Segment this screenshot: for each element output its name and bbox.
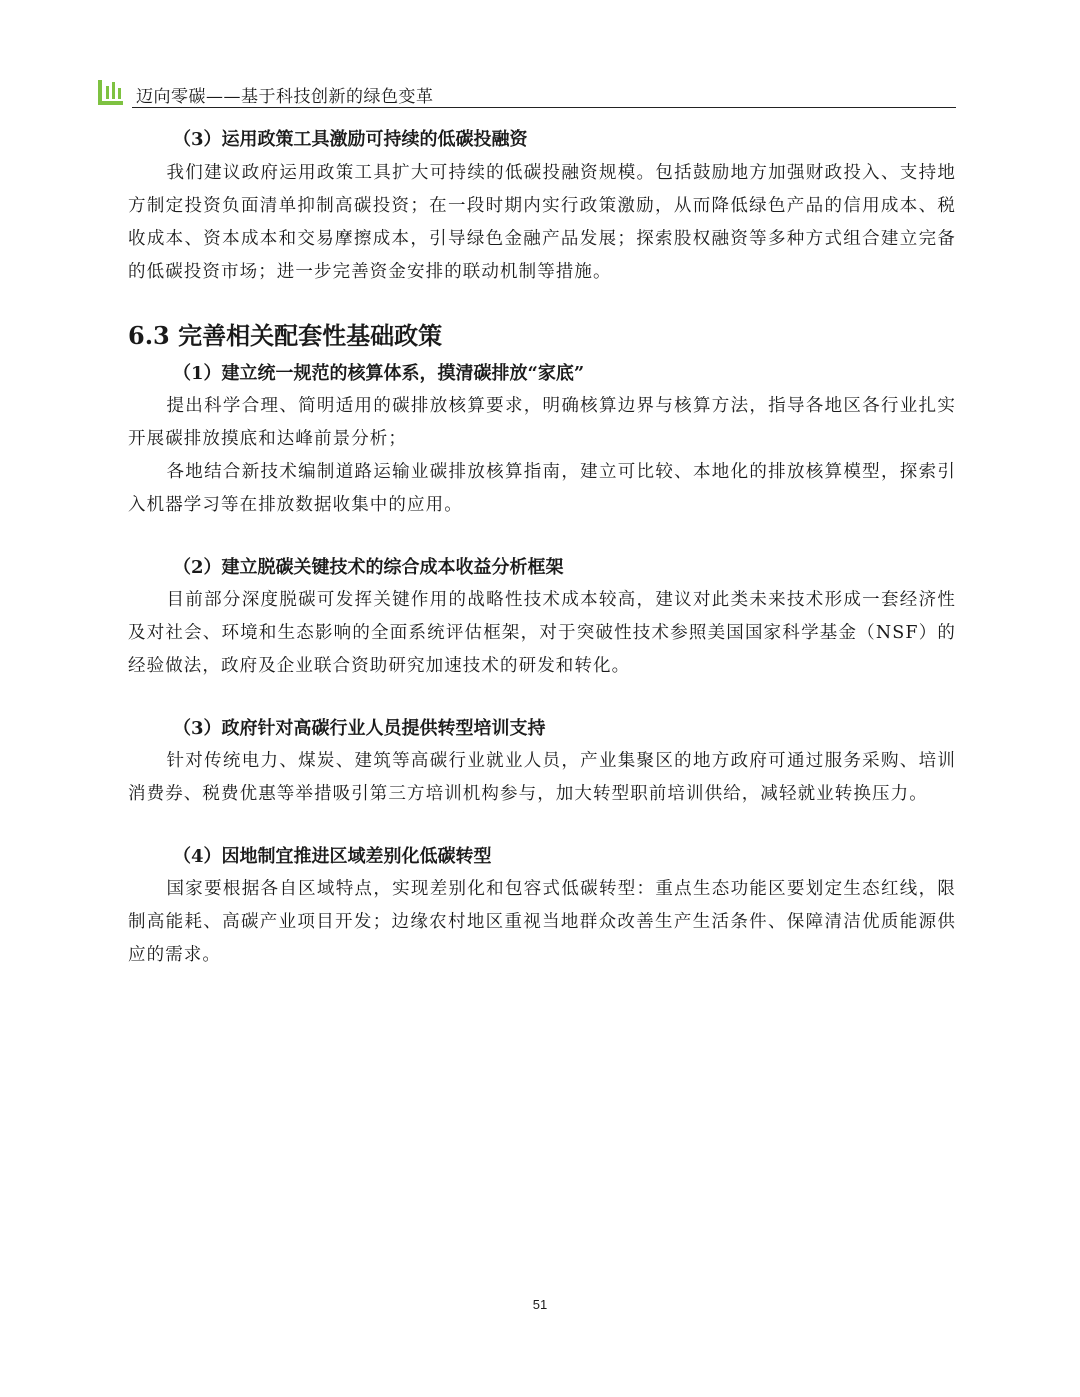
subheading: （1）建立统一规范的核算体系，摸清碳排放“家底” [173,363,585,384]
paragraph: 提出科学合理、简明适用的碳排放核算要求，明确核算边界与核算方法，指导各地区各行业扎实开展碳排放摸底和达峰前景分析； [128,396,956,449]
paragraph: 目前部分深度脱碳可发挥关键作用的战略性技术成本较高，建议对此类未来技术形成一套经济性及对社会、环境和生态影响的全面系统评估框架，对于突破性技术参照美国国家科学基金（NSF）的经验做法，政府及企业联合资助研究加速技术的研发和转化。 [128,590,956,676]
paragraph: 国家要根据各自区域特点，实现差别化和包容式低碳转型：重点生态功能区要划定生态红线，限制高能耗、高碳产业项目开发；边缘农村地区重视当地群众改善生产生活条件、保障清洁优质能源供应的需求。 [128,879,956,965]
section-heading: 6.3 完善相关配套性基础政策 [128,321,443,350]
header-title: 迈向零碳——基于科技创新的绿色变革 [136,87,434,107]
paragraph: 我们建议政府运用政策工具扩大可持续的低碳投融资规模。包括鼓励地方加强财政投入、支持地方制定投资负面清单抑制高碳投资；在一段时期内实行政策激励，从而降低绿色产品的信用成本、税收成本、资本成本和交易摩擦成本，引导绿色金融产品发展；探索股权融资等多种方式组合建立完备的低碳投资市场；进一步完善资金安排的联动机制等措施。 [128,163,956,282]
subheading: （3）政府针对高碳行业人员提供转型培训支持 [173,718,546,739]
subheading: （3）运用政策工具激励可持续的低碳投融资 [173,129,528,150]
subheading: （4）因地制宜推进区域差别化低碳转型 [173,846,492,867]
subheading: （2）建立脱碳关键技术的综合成本收益分析框架 [173,557,564,578]
paragraph: 各地结合新技术编制道路运输业碳排放核算指南，建立可比较、本地化的排放核算模型，探索引入机器学习等在排放数据收集中的应用。 [128,462,956,515]
report-logo-icon [98,80,124,106]
header-divider [132,107,956,108]
page-content [128,124,956,972]
page-number: 51 [532,1297,548,1312]
paragraph: 针对传统电力、煤炭、建筑等高碳行业就业人员，产业集聚区的地方政府可通过服务采购、培训消费券、税费优惠等举措吸引第三方培训机构参与，加大转型职前培训供给，减轻就业转换压力。 [128,751,956,804]
page-header [98,78,956,108]
